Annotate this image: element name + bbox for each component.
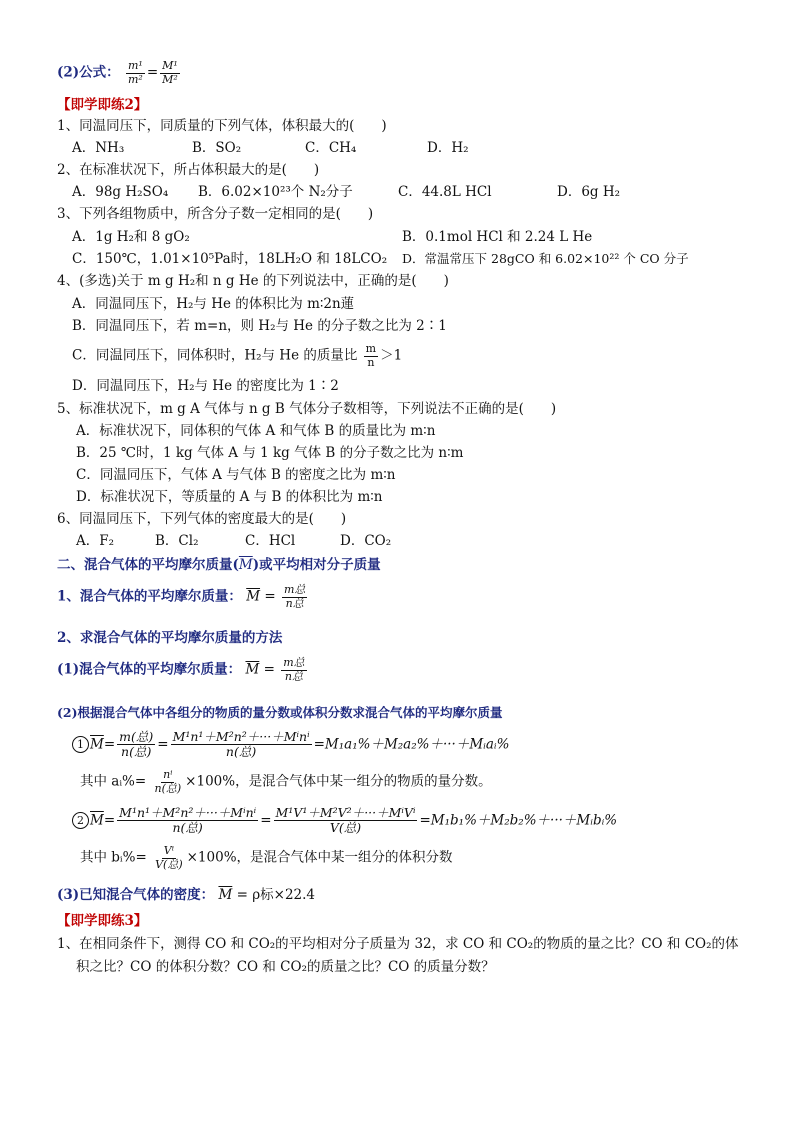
fraction-num: nⁱ bbox=[163, 768, 173, 781]
option-text-tail: ＞1 bbox=[380, 347, 403, 364]
fraction-num: m¹ bbox=[127, 59, 143, 72]
fraction-total bbox=[117, 730, 155, 760]
circled-number-1: 1 bbox=[72, 736, 89, 753]
fraction-M-ratio bbox=[160, 60, 180, 86]
fraction-mole-fraction bbox=[153, 769, 184, 795]
equals-sign: = bbox=[103, 812, 116, 829]
equation-rhs: =M₁a₁%＋M₂a₂%＋···＋Mᵢaᵢ% bbox=[313, 736, 510, 753]
mean-molar-mass-symbol: $\overline{M}$ bbox=[218, 887, 233, 903]
fraction-volume-sum bbox=[274, 806, 418, 836]
formula-method-1 bbox=[57, 657, 309, 683]
option-text: C．同温同压下，同体积时，H₂与 He 的质量比 bbox=[72, 347, 358, 364]
equals-sign: = bbox=[103, 736, 116, 753]
question-1-stem: 1、同温同压下，同质量的下列气体，体积最大的( ) bbox=[57, 118, 387, 134]
equals-sign: = bbox=[157, 736, 169, 753]
fraction-num: m bbox=[365, 342, 377, 355]
fraction-den: m² bbox=[127, 72, 143, 86]
mean-molar-mass-symbol: $\overline{M}$ bbox=[90, 812, 104, 829]
question-4-option-a: A．同温同压下，H₂与 He 的体积比为 m∶2n蓮 bbox=[72, 296, 355, 312]
fraction-den: M² bbox=[162, 72, 178, 86]
question-5-option-a: A．标准状况下，同体积的气体 A 和气体 B 的质量比为 m∶n bbox=[76, 423, 436, 439]
question-6-option-d: D．CO₂ bbox=[340, 533, 392, 549]
question-3-option-c: C．150℃，1.01×10⁵Pa时，18LH₂O 和 18LCO₂ bbox=[72, 251, 388, 267]
fraction-den: n总 bbox=[284, 669, 303, 683]
question-6-option-b: B．Cl₂ bbox=[155, 533, 199, 549]
question-1-option-d: D．H₂ bbox=[427, 140, 469, 156]
question-5-option-d: D．标准状况下，等质量的 A 与 B 的体积比为 m∶n bbox=[76, 489, 383, 505]
practice-3-heading: 【即学即练3】 bbox=[57, 913, 148, 929]
question-3-stem: 3、下列各组物质中，所含分子数一定相同的是( ) bbox=[57, 206, 374, 222]
equation-rhs: =M₁b₁%＋M₂b₂%＋···＋Mᵢbᵢ% bbox=[419, 812, 618, 829]
note-text-tail: ×100%，是混合气体中某一组分的物质的量分数。 bbox=[185, 773, 492, 790]
equation-1 bbox=[72, 730, 509, 760]
fraction-den: n bbox=[367, 355, 375, 369]
question-2-option-a: A．98g H₂SO₄ bbox=[72, 184, 169, 200]
fraction-den: n(总) bbox=[154, 781, 182, 795]
formula-label: (2)公式： bbox=[57, 64, 120, 81]
fraction-den: n(总) bbox=[225, 744, 257, 760]
fraction-m-ratio bbox=[126, 60, 145, 86]
question-6-option-a: A．F₂ bbox=[76, 533, 115, 549]
question-2-option-b: B．6.02×10²³个 N₂分子 bbox=[198, 184, 353, 200]
mean-molar-mass-symbol: $\overline{M}$ bbox=[90, 736, 104, 753]
equation-2-note bbox=[80, 845, 453, 871]
question-6-stem: 6、同温同压下，下列气体的密度最大的是( ) bbox=[57, 511, 347, 527]
question-5-option-b: B．25 ℃时，1 kg 气体 A 与 1 kg 气体 B 的分子数之比为 n∶m bbox=[76, 445, 464, 461]
formula-label: 1、混合气体的平均摩尔质量： bbox=[57, 588, 242, 605]
method-heading: 2、求混合气体的平均摩尔质量的方法 bbox=[57, 630, 283, 646]
question-5-option-c: C．同温同压下，气体 A 与气体 B 的密度之比为 m∶n bbox=[76, 467, 396, 483]
question-4-option-c bbox=[72, 343, 402, 369]
fraction-num: M¹ bbox=[162, 59, 178, 72]
question-4-option-b: B．同温同压下，若 m=n，则 H₂与 He 的分子数之比为 2∶1 bbox=[72, 318, 447, 334]
formula-label: (1)混合气体的平均摩尔质量： bbox=[57, 661, 242, 678]
mean-molar-mass-symbol: $\overline{M}$ bbox=[246, 588, 261, 605]
fraction-num: M¹n¹＋M²n²＋···＋Mⁱnⁱ bbox=[172, 729, 310, 744]
heading-text: 二、混合气体的平均摩尔质量( bbox=[57, 557, 239, 573]
fraction-den: n总 bbox=[285, 596, 304, 610]
fraction-weighted-sum bbox=[117, 806, 258, 836]
question-3-option-a: A．1g H₂和 8 gO₂ bbox=[72, 229, 190, 245]
fraction-den: n(总) bbox=[172, 820, 203, 836]
note-text-tail: ×100%，是混合气体中某一组分的体积分数 bbox=[186, 849, 453, 866]
fraction-den: V(总) bbox=[329, 820, 362, 836]
question-2-stem: 2、在标准状况下，所占体积最大的是( ) bbox=[57, 162, 320, 178]
fraction-num: Vⁱ bbox=[163, 844, 174, 857]
question-3-option-d: D．常温常压下 28gCO 和 6.02×10²² 个 CO 分子 bbox=[402, 251, 689, 266]
fraction-num: m总 bbox=[283, 656, 305, 669]
formula-label: (3)已知混合气体的密度： bbox=[57, 887, 215, 903]
fraction-num: M¹V¹＋M²V²＋···＋MⁱVⁱ bbox=[275, 805, 416, 820]
question-4-stem: 4、(多选)关于 m g H₂和 n g He 的下列说法中，正确的是( ) bbox=[57, 273, 449, 289]
question-2-option-c: C．44.8L HCl bbox=[398, 184, 492, 200]
equation-rhs: = ρ标×22.4 bbox=[236, 887, 316, 903]
equals-sign: = bbox=[264, 588, 276, 605]
mean-molar-mass-symbol: $\overline{M}$ bbox=[238, 557, 253, 573]
fraction-m-over-n-total bbox=[281, 657, 306, 683]
fraction-den: n(总) bbox=[121, 744, 152, 760]
fraction-volume-fraction bbox=[153, 845, 185, 871]
equals-sign: = bbox=[263, 661, 275, 678]
formula-mean-molar-mass bbox=[57, 584, 309, 610]
note-text: 其中 bᵢ%= bbox=[80, 849, 147, 866]
fraction-m-over-n-total bbox=[282, 584, 307, 610]
practice-3-question-1-line-2: 积之比？CO 的体积分数？CO 和 CO₂的质量之比？CO 的质量分数？ bbox=[76, 959, 495, 975]
question-4-option-d: D．同温同压下，H₂与 He 的密度比为 1∶2 bbox=[72, 378, 339, 394]
formula-ratio bbox=[57, 60, 182, 86]
formula-density bbox=[57, 887, 315, 903]
question-1-option-c: C．CH₄ bbox=[305, 140, 357, 156]
practice-3-question-1-line-1: 1、在相同条件下，测得 CO 和 CO₂的平均相对分子质量为 32，求 CO 和 CO₂的物质的量之比？CO 和 CO₂的体 bbox=[57, 936, 739, 952]
fraction-num: M¹n¹＋M²n²＋···＋Mⁱnⁱ bbox=[119, 805, 257, 820]
equals-sign: = bbox=[260, 812, 272, 829]
question-1-option-b: B．SO₂ bbox=[192, 140, 242, 156]
equals-sign: = bbox=[146, 64, 159, 81]
heading-text-tail: )或平均相对分子质量 bbox=[252, 557, 381, 573]
equation-1-note bbox=[80, 769, 492, 795]
question-5-stem: 5、标准状况下，m g A 气体与 n g B 气体分子数相等，下列说法不正确的是( ) bbox=[57, 401, 557, 417]
section-2-heading bbox=[57, 557, 381, 573]
note-text: 其中 aᵢ%= bbox=[80, 773, 147, 790]
question-6-option-c: C．HCl bbox=[245, 533, 296, 549]
practice-2-heading: 【即学即练2】 bbox=[57, 97, 148, 113]
question-3-option-b: B．0.1mol HCl 和 2.24 L He bbox=[402, 229, 593, 245]
mean-molar-mass-symbol: $\overline{M}$ bbox=[245, 661, 260, 678]
equation-2 bbox=[72, 806, 617, 836]
method-2-heading: (2)根据混合气体中各组分的物质的量分数或体积分数求混合气体的平均摩尔质量 bbox=[57, 705, 503, 720]
question-2-option-d: D．6g H₂ bbox=[557, 184, 621, 200]
fraction-num: m(总) bbox=[119, 729, 154, 744]
circled-number-2: 2 bbox=[72, 812, 89, 829]
fraction-m-over-n bbox=[364, 343, 378, 369]
fraction-den: V(总) bbox=[155, 857, 183, 871]
fraction-weighted-sum bbox=[171, 730, 312, 760]
question-1-option-a: A．NH₃ bbox=[72, 140, 125, 156]
fraction-num: m总 bbox=[283, 583, 306, 596]
